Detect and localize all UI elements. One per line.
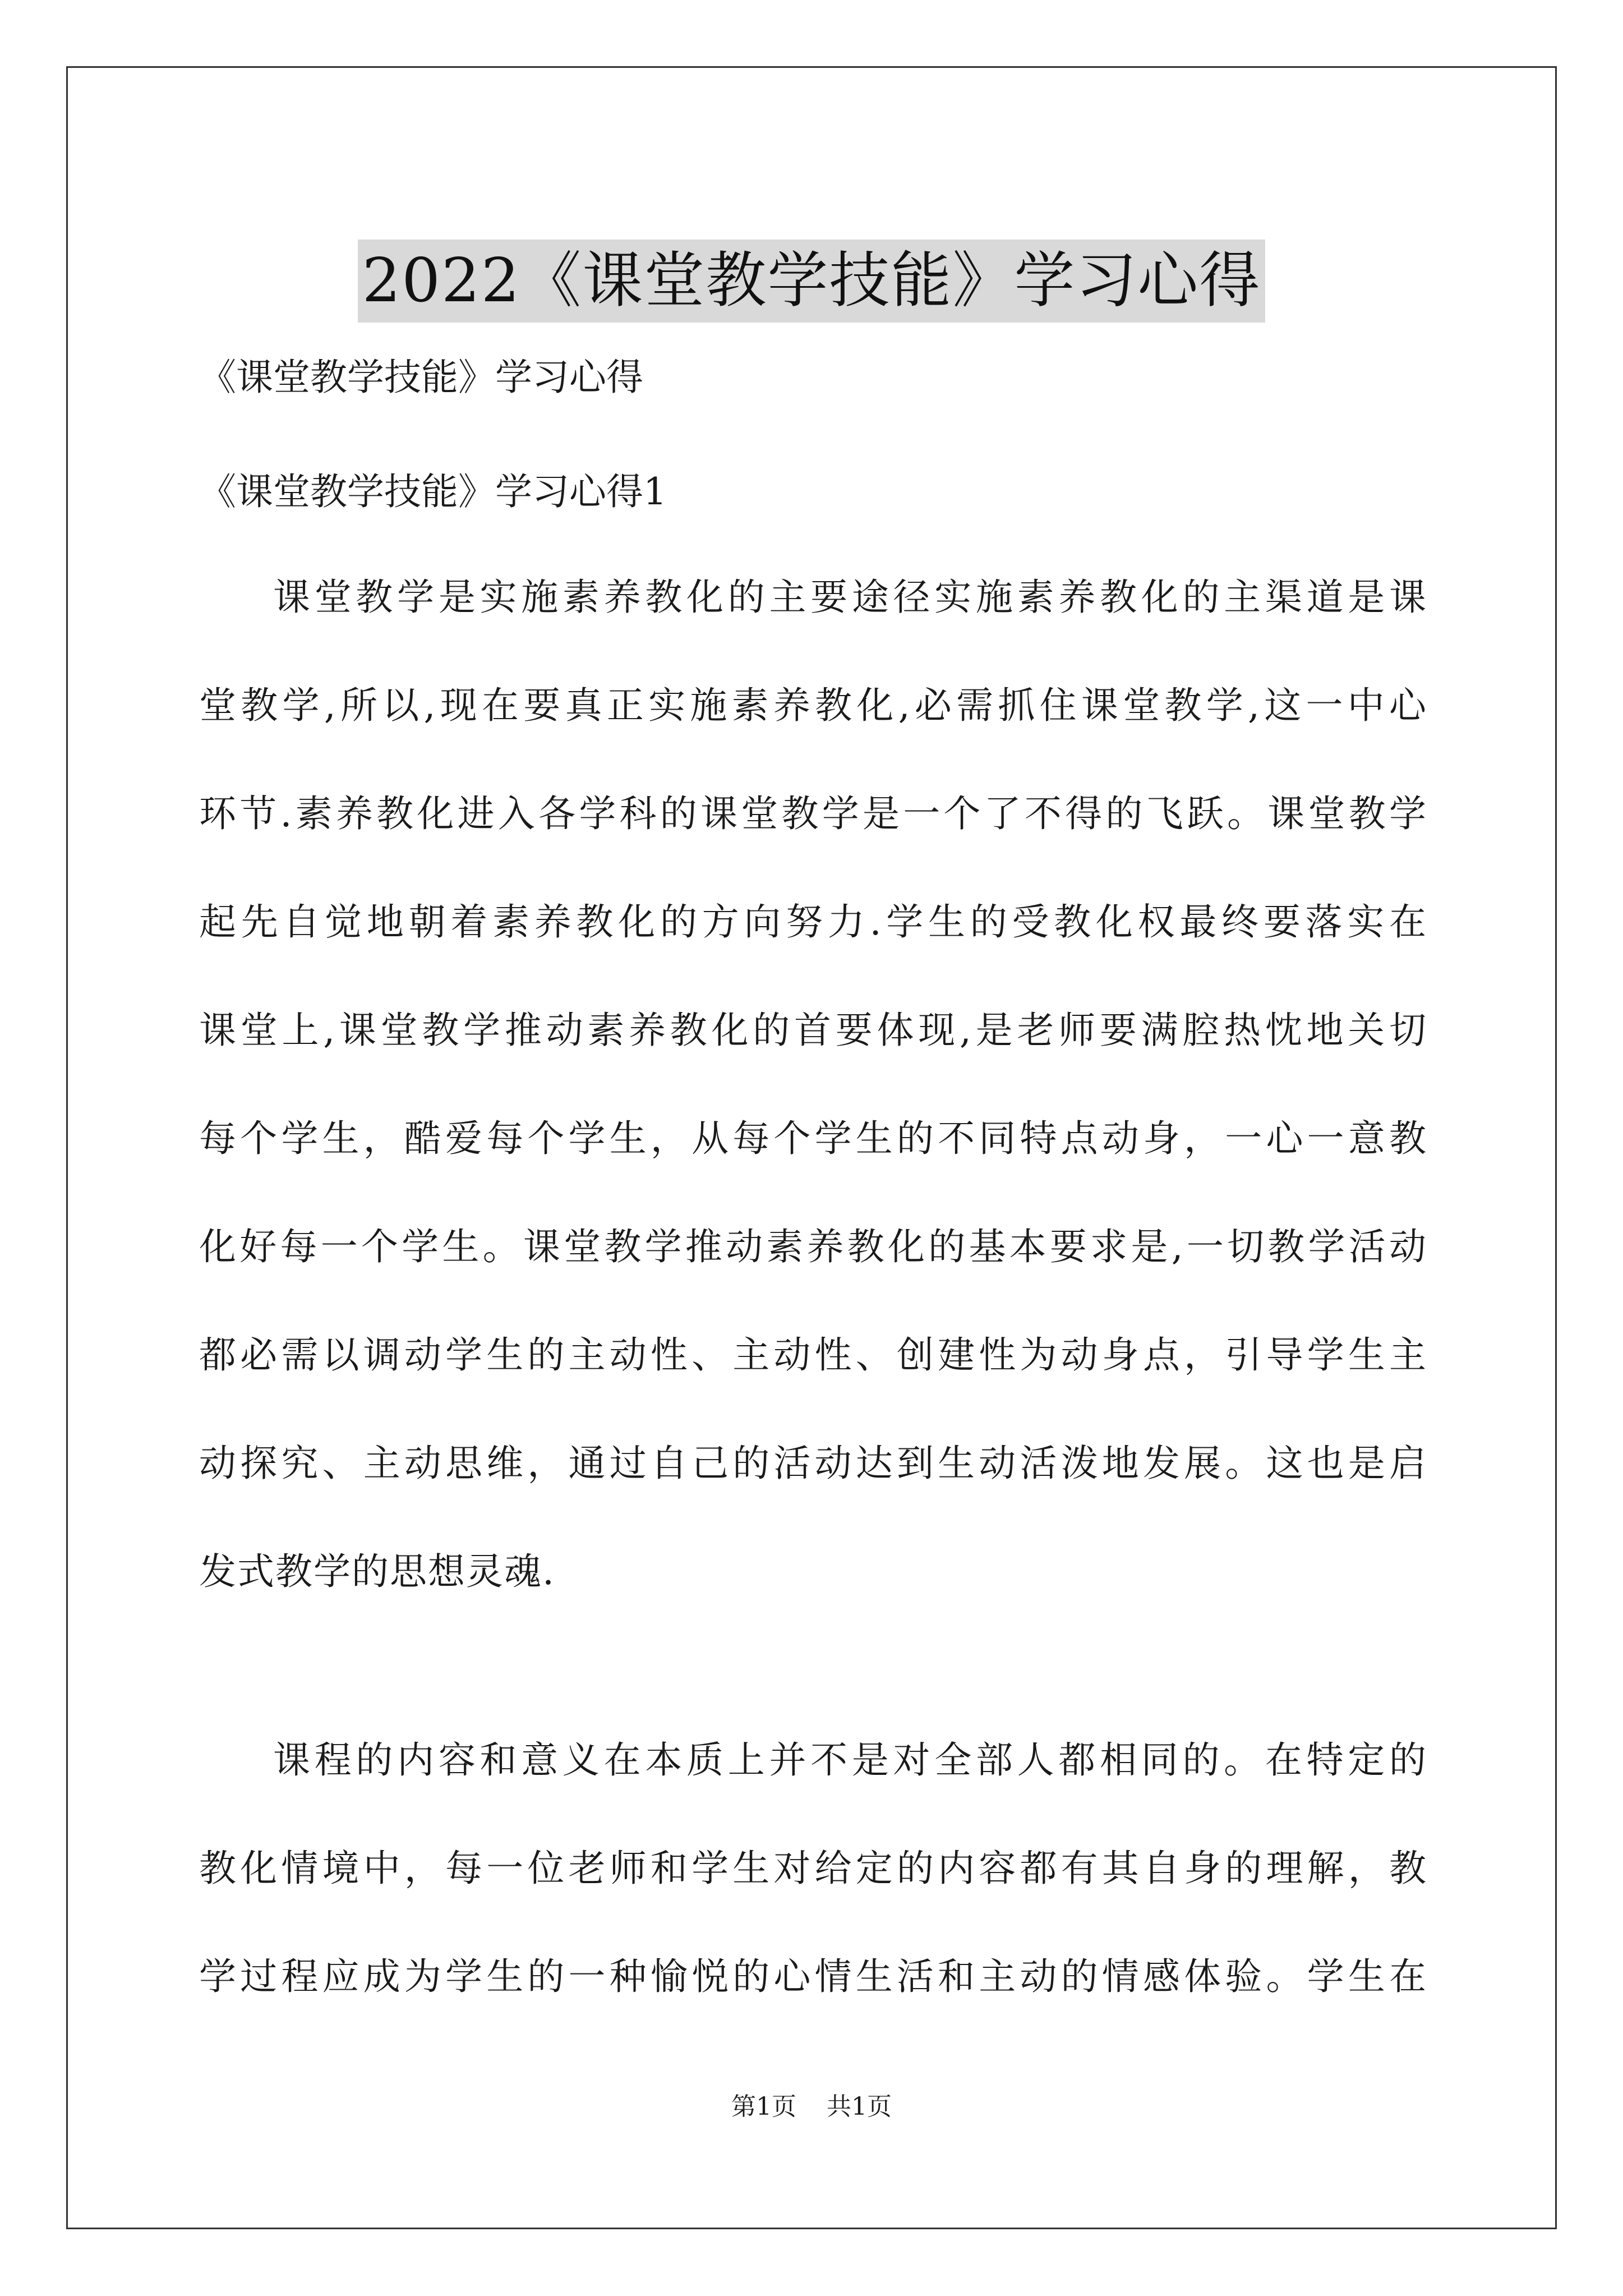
page-number-current: 第1页 [731,2092,796,2121]
paragraph-line: 堂教学,所以,现在要真正实施素养教化,必需抓住课堂教学,这一中心 [199,684,1427,727]
paragraph-line: 课程的内容和意义在本质上并不是对全部人都相同的。在特定的 [273,1738,1427,1782]
paragraph-line: 化好每一个学生。课堂教学推动素养教化的基本要求是,一切教学活动 [199,1225,1427,1268]
paragraph-line: 课堂上,课堂教学推动素养教化的首要体现,是老师要满腔热忱地关切 [199,1009,1427,1052]
paragraph-line: 动探究、主动思维，通过自己的活动达到生动活泼地发展。这也是启 [199,1442,1427,1485]
paragraph-line: 教化情境中，每一位老师和学生对给定的内容都有其自身的理解，教 [199,1847,1427,1890]
paragraph-line: 发式教学的思想灵魂. [199,1550,555,1593]
page-footer [0,2090,1623,2124]
document-title: 2022《课堂教学技能》学习心得 [358,240,1266,323]
title-container [0,199,1623,364]
paragraph-2 [199,1735,1427,2060]
paragraph-line: 每个学生，酷爱每个学生，从每个学生的不同特点动身，一心一意教 [199,1117,1427,1160]
subheading-1: 《课堂教学技能》学习心得 [199,356,643,399]
subheading-2: 《课堂教学技能》学习心得1 [199,470,667,513]
page-number-total: 共1页 [827,2092,892,2121]
paragraph-line: 学过程应成为学生的一种愉悦的心情生活和主动的情感体验。学生在 [199,1955,1427,1998]
paragraph-line: 环节.素养教化进入各学科的课堂教学是一个了不得的飞跃。课堂教学 [199,792,1427,835]
paragraph-line: 起先自觉地朝着素养教化的方向努力.学生的受教化权最终要落实在 [199,900,1427,944]
paragraph-1 [199,572,1427,1655]
paragraph-line: 课堂教学是实施素养教化的主要途径实施素养教化的主渠道是课 [273,576,1427,619]
paragraph-line: 都必需以调动学生的主动性、主动性、创建性为动身点，引导学生主 [199,1333,1427,1377]
